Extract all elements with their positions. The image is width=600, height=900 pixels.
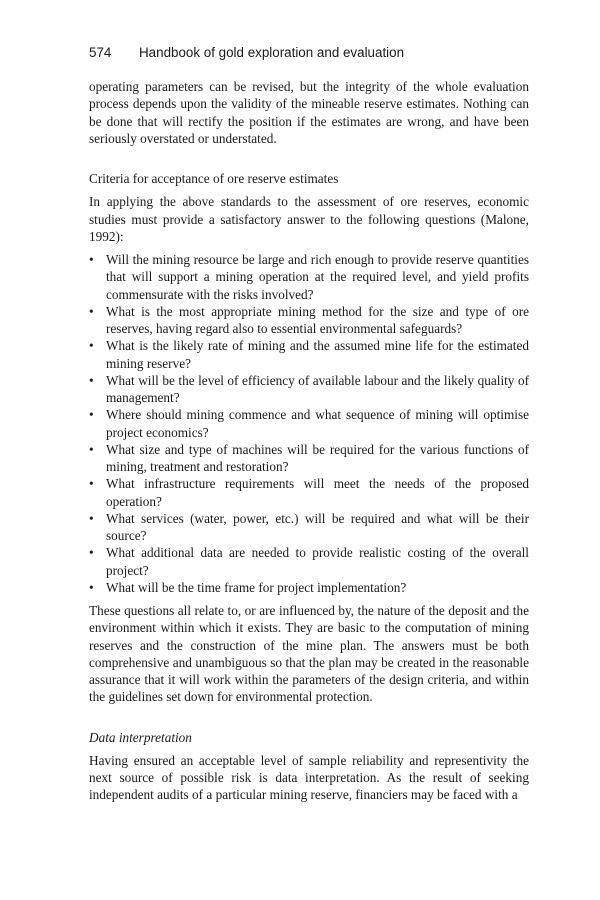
list-item-text: What services (water, power, etc.) will be required and what will be their source? (106, 510, 529, 543)
bullet-icon: • (89, 510, 94, 526)
running-header (89, 44, 529, 62)
section-heading-data-interpretation: Data interpretation (89, 729, 192, 745)
list-item (89, 441, 529, 476)
list-item (89, 406, 529, 441)
bullet-icon: • (89, 579, 94, 595)
list-item (89, 510, 529, 545)
list-item-text: What is the likely rate of mining and the assumed mine life for the estimated mining reserve? (106, 338, 529, 371)
bullet-icon: • (89, 441, 94, 457)
list-item-text: What will be the level of efficiency of available labour and the likely quality of management? (106, 372, 529, 405)
list-item-text: Where should mining commence and what sequence of mining will optimise project economics? (106, 407, 529, 440)
paragraph-criteria: In applying the above standards to the assessment of ore reserves, economic studies must provide a satisfactory answer to the following questions (Malone, 1992): (89, 194, 529, 244)
bullet-icon: • (89, 303, 94, 319)
list-item-text: What will be the time frame for project implementation? (106, 579, 407, 595)
list-item (89, 372, 529, 407)
list-item-text: What additional data are needed to provide realistic costing of the overall project? (106, 545, 529, 578)
list-item (89, 544, 529, 579)
bullet-icon: • (89, 252, 94, 267)
bullet-icon: • (89, 545, 94, 561)
body-text (89, 78, 529, 804)
bullet-icon: • (89, 372, 94, 388)
bullet-icon: • (89, 476, 94, 492)
book-page (89, 0, 529, 900)
bullet-icon: • (89, 338, 94, 354)
list-item (89, 251, 529, 303)
bullet-icon: • (89, 407, 94, 423)
paragraph-data-interpretation: Having ensured an acceptable level of sample reliability and representivity the next source of possible risk is data interpretation. As the result of seeking independent audits of a particular mining reserve, financiers may be faced with a (89, 752, 529, 803)
book-title: Handbook of gold exploration and evaluation (139, 45, 405, 60)
list-item-text: What is the most appropriate mining method for the size and type of ore reserves, having regard also to essential environmental safeguards? (106, 303, 529, 336)
list-item (89, 337, 529, 372)
list-item-text: What size and type of machines will be required for the various functions of mining, treatment and restoration? (106, 441, 529, 474)
list-item-text: Will the mining resource be large and rich enough to provide reserve quantities that will support a mining operation at the required level, and yield profits commensurate with the risks involved? (106, 252, 529, 302)
paragraph-after-list: These questions all relate to, or are influenced by, the nature of the deposit and the environment within which it exists. They are basic to the computation of mining reserves and the construction of the mine plan. The answers must be both comprehensive and unambiguous so that the plan may be created in the reasonable assurance that it will work within the parameters of the design criteria, and within the guidelines set down for environmental protection. (89, 603, 529, 705)
list-item (89, 303, 529, 338)
list-item (89, 579, 529, 596)
page-number: 574 (89, 45, 112, 60)
question-list (89, 251, 529, 596)
paragraph-intro: operating parameters can be revised, but the integrity of the whole evaluation process depends upon the validity of the mineable reserve estimates. Nothing can be done that will rectify the position if the estimates are wrong, and have been seriously overstated or understated. (89, 79, 529, 146)
list-item (89, 475, 529, 510)
list-item-text: What infrastructure requirements will meet the needs of the proposed operation? (106, 476, 529, 509)
section-heading-criteria: Criteria for acceptance of ore reserve estimates (89, 171, 339, 186)
